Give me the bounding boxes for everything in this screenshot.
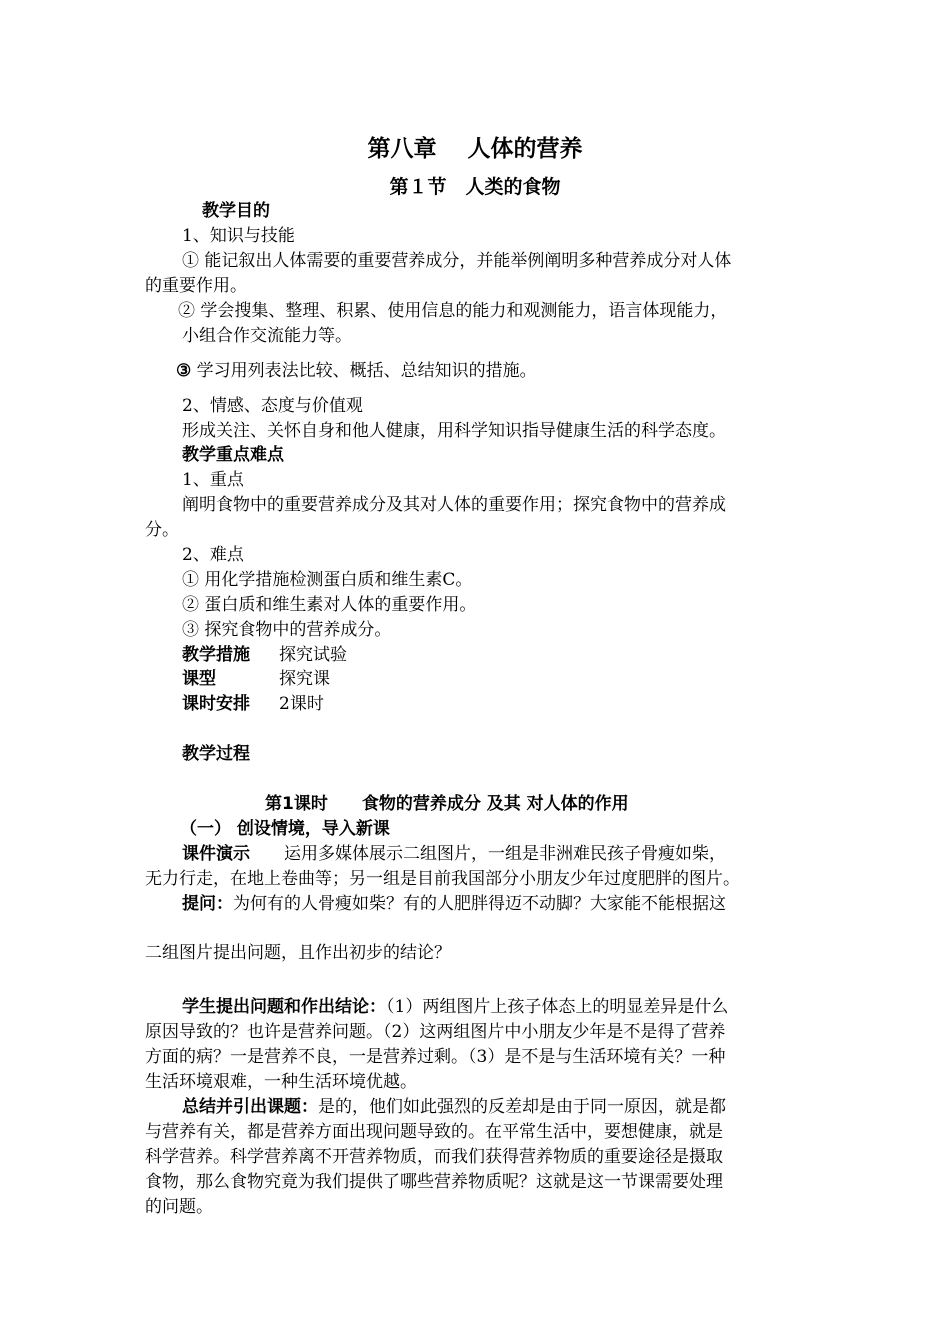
difficulty-item-2: ② 蛋白质和维生素对人体的重要作用。 (182, 595, 477, 615)
demo-line-1 (182, 842, 726, 867)
student-label: 学生提出问题和作出结论： (182, 997, 386, 1017)
ask-line-2: 二组图片提出问题，且作出初步的结论？ (145, 943, 451, 963)
lesson-title: 第1课时 食物的营养成分 及其 对人体的作用 (265, 794, 629, 814)
type-label: 课型 (182, 669, 216, 689)
circled-three-marker: ③ (176, 361, 192, 381)
objective-item-3 (176, 359, 537, 384)
objective-attitude-text: 形成关注、关怀自身和他人健康，用科学知识指导健康生活的科学态度。 (182, 421, 726, 441)
objective-attitude-heading: 2、情感、态度与价值观 (182, 396, 363, 416)
objective-item-3-text: 学习用列表法比较、概括、总结知识的措施。 (191, 361, 537, 381)
summary-line-2: 与营养有关，都是营养方面出现问题导致的。在平常生活中，要想健康，就是 (145, 1122, 723, 1142)
demo-label: 课件演示 (182, 844, 250, 864)
key-point-heading: 1、重点 (182, 470, 244, 490)
summary-line-5: 的问题。 (145, 1197, 213, 1217)
summary-line-3: 科学营养。科学营养离不开营养物质，而我们获得营养物质的重要途径是摄取 (145, 1147, 723, 1167)
type-value: 探究课 (279, 669, 330, 689)
summary-text-1: 是的，他们如此强烈的反差却是由于同一原因，就是都 (318, 1097, 726, 1117)
student-line-2: 原因导致的？也许是营养问题。（2）这两组图片中小朋友少年是不是得了营养 (145, 1022, 726, 1042)
ask-label: 提问： (182, 894, 233, 914)
method-label: 教学措施 (182, 645, 250, 665)
type-row (182, 667, 330, 692)
summary-label: 总结并引出课题： (182, 1097, 318, 1117)
objective-item-2-line-1: ② 学会搜集、整理、积累、使用信息的能力和观测能力，语言体现能力， (178, 301, 728, 321)
demo-line-2: 无力行走，在地上卷曲等；另一组是目前我国部分小朋友少年过度肥胖的图片。 (145, 869, 740, 889)
part-1-heading: （一） 创设情境，导入新课 (180, 819, 390, 839)
key-point-text-line-2: 分。 (145, 520, 179, 540)
chapter-title: 第八章 人体的营养 (367, 136, 583, 162)
demo-text-1: 运用多媒体展示二组图片，一组是非洲难民孩子骨瘦如柴， (250, 844, 726, 864)
section-title: 第１节 人类的食物 (389, 176, 561, 198)
ask-text-1: 为何有的人骨瘦如柴？有的人肥胖得迈不动脚？大家能不能根据这 (233, 894, 726, 914)
student-line-4: 生活环境艰难，一种生活环境优越。 (145, 1072, 417, 1092)
objective-item-2-line-2: 小组合作交流能力等。 (182, 326, 352, 346)
summary-line-1 (182, 1095, 726, 1120)
schedule-row (182, 692, 324, 717)
key-point-text-line-1: 阐明食物中的重要营养成分及其对人体的重要作用；探究食物中的营养成 (182, 495, 726, 515)
process-heading: 教学过程 (182, 744, 250, 764)
student-text-1: （1）两组图片上孩子体态上的明显差异是什么 (386, 997, 729, 1017)
ask-line-1 (182, 892, 726, 917)
student-line-3: 方面的病？一是营养不良，一是营养过剩。（3）是不是与生活环境有关？一种 (145, 1047, 726, 1067)
key-points-heading: 教学重点难点 (182, 445, 284, 465)
schedule-value: 2课时 (279, 694, 324, 714)
difficulty-item-1: ① 用化学措施检测蛋白质和维生素C。 (182, 570, 473, 590)
difficulty-heading: 2、难点 (182, 545, 244, 565)
objective-item-1-line-1: ① 能记叙出人体需要的重要营养成分，并能举例阐明多种营养成分对人体 (182, 251, 732, 271)
objective-item-1-line-2: 的重要作用。 (145, 276, 247, 296)
difficulty-item-3: ③ 探究食物中的营养成分。 (182, 620, 392, 640)
objective-knowledge-heading: 1、知识与技能 (182, 226, 295, 246)
student-line-1 (182, 995, 728, 1020)
schedule-label: 课时安排 (182, 694, 250, 714)
summary-line-4: 食物，那么食物究竟为我们提供了哪些营养物质呢？这就是这一节课需要处理 (145, 1172, 723, 1192)
method-value: 探究试验 (279, 645, 347, 665)
objectives-heading: 教学目的 (202, 201, 270, 221)
method-row (182, 643, 347, 668)
